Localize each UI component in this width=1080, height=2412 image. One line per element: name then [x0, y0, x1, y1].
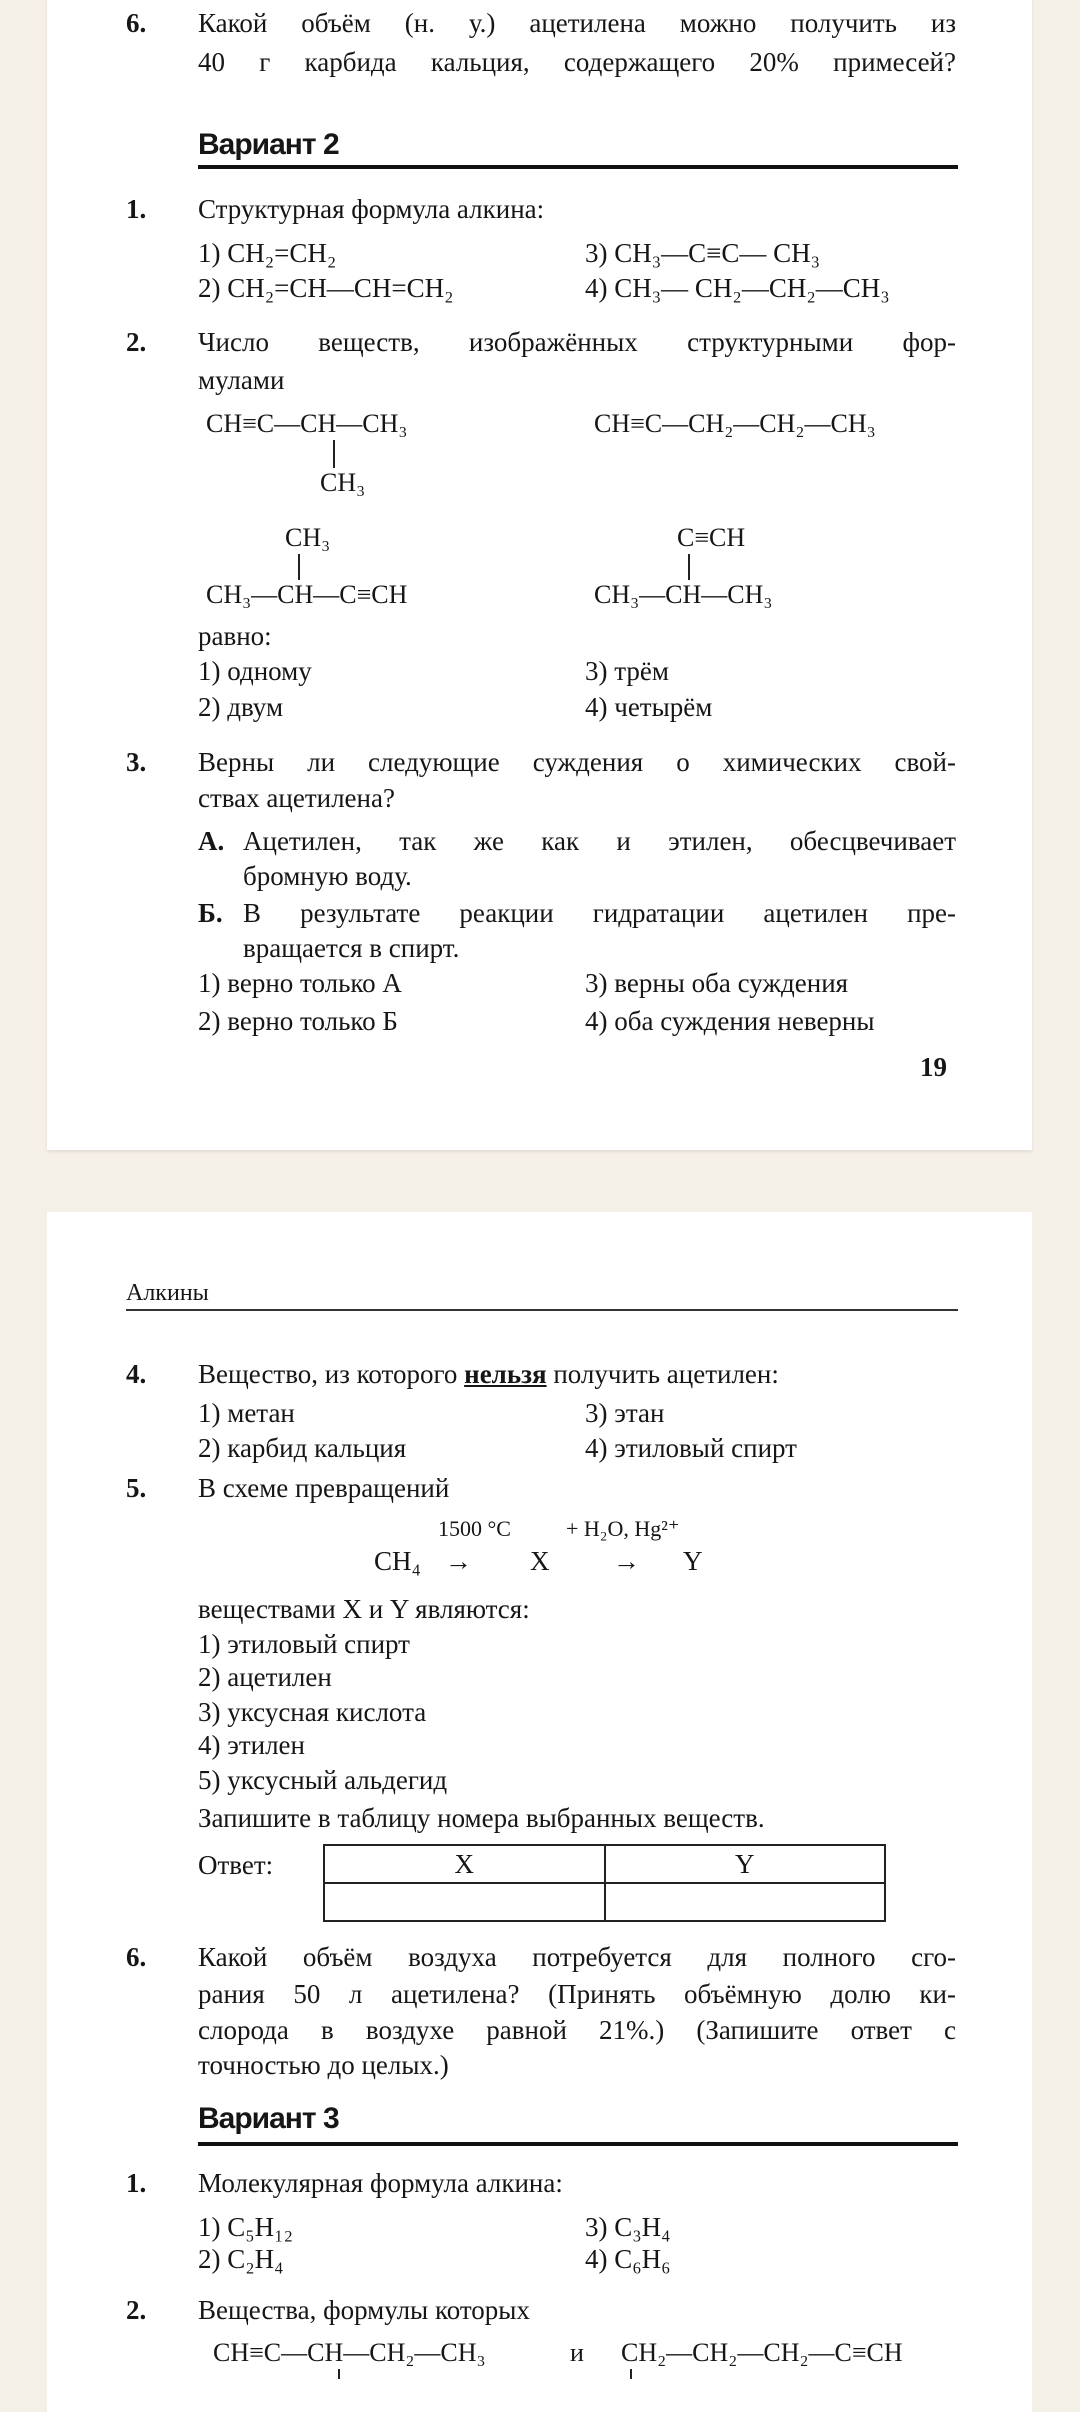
answer-option: 4) этиловый спирт	[585, 1433, 797, 1463]
arrow-icon: →	[445, 1546, 472, 1576]
answer-option: 3) верны оба суждения	[585, 968, 849, 998]
question-text	[198, 1357, 779, 1391]
structural-formula-2: CH≡C—CH₂—CH₂—CH₃	[594, 409, 876, 438]
statement-b: В результате реакции гидратации ацетилен пре-	[243, 898, 956, 928]
answer-option: 4) четырём	[585, 692, 713, 722]
emphasis: нельзя	[464, 1359, 547, 1389]
bond-line	[688, 554, 690, 580]
statement-a: бромную воду.	[243, 861, 412, 891]
question-number: 6.	[126, 1942, 147, 1972]
heading-rule	[198, 165, 958, 169]
question-number: 5.	[126, 1473, 147, 1503]
statement-a: Ацетилен, так же как и этилен, обесцвечивает	[243, 826, 956, 856]
bond-line	[333, 440, 335, 468]
running-header: Алкины	[126, 1280, 209, 1306]
question-text: Вещества, формулы которых	[198, 2295, 530, 2325]
answer-option: 1) C₅H₁₂	[198, 2212, 293, 2242]
scheme-x: X	[530, 1546, 550, 1576]
page-number: 19	[920, 1052, 947, 1082]
bond-line	[630, 2369, 632, 2379]
answer-option: 2) карбид кальция	[198, 1433, 407, 1463]
answer-option: 4) этилен	[198, 1730, 305, 1760]
question-number: 2.	[126, 327, 147, 357]
answer-option: 2) двум	[198, 692, 284, 722]
question-number: 1.	[126, 194, 147, 224]
statement-b: вращается в спирт.	[243, 933, 460, 963]
structural-formula-3: CH₃—CH—C≡CH	[206, 580, 408, 609]
question-text: Структурная формула алкина:	[198, 194, 545, 224]
question-text: мулами	[198, 365, 285, 395]
answer-option: 3) трём	[585, 656, 669, 686]
question-text: точностью до целых.)	[198, 2050, 449, 2080]
question-text: Число веществ, изображённых структурными фор-	[198, 327, 956, 357]
variant-heading: Вариант 2	[198, 128, 339, 161]
structural-formula-a: CH≡C—CH—CH₂—CH₃	[213, 2338, 486, 2367]
question-number: 1.	[126, 2168, 147, 2198]
answer-option: 4) CH₃— CH₂—CH₂—CH₃	[585, 273, 890, 303]
bond-line	[298, 554, 300, 580]
answer-cell-y[interactable]	[605, 1883, 886, 1921]
header-rule	[126, 1309, 958, 1311]
heading-rule	[198, 2142, 958, 2146]
question-number: 2.	[126, 2295, 147, 2325]
structural-formula-1-branch: CH₃	[320, 468, 366, 497]
question-text: 40 г карбида кальция, содержащего 20% примесей?	[198, 47, 956, 77]
structural-formula-1: CH≡C—CH—CH₃	[206, 409, 408, 438]
instruction-text: Запишите в таблицу номера выбранных веществ.	[198, 1803, 765, 1833]
textbook-page-19	[47, 0, 1032, 1150]
answer-option: 1) одному	[198, 656, 312, 686]
answer-option: 1) верно только А	[198, 968, 402, 998]
answer-option: 3) C₃H₄	[585, 2212, 671, 2242]
text: получить ацетилен:	[546, 1359, 779, 1389]
answer-option: 4) C₆H₆	[585, 2244, 671, 2274]
structural-formula-4: CH₃—CH—CH₃	[594, 580, 773, 609]
question-text: равно:	[198, 621, 272, 651]
answer-option: 3) уксусная кислота	[198, 1697, 427, 1727]
answer-header-y: Y	[605, 1845, 886, 1883]
answer-option: 2) верно только Б	[198, 1006, 398, 1036]
question-text: Верны ли следующие суждения о химических свой-	[198, 747, 956, 777]
arrow-icon: →	[613, 1546, 640, 1576]
question-text: В схеме превращений	[198, 1473, 450, 1503]
conjunction: и	[570, 2338, 584, 2367]
text: Вещество, из которого	[198, 1359, 465, 1389]
answer-option: 5) уксусный альдегид	[198, 1765, 448, 1795]
answer-option: 1) CH₂=CH₂	[198, 238, 337, 268]
answer-table	[323, 1844, 886, 1922]
structural-formula-b: CH₂—CH₂—CH₂—C≡CH	[621, 2338, 903, 2367]
reaction-condition-2: + H₂O, Hg²⁺	[566, 1516, 680, 1541]
question-text: Какой объём (н. у.) ацетилена можно получить из	[198, 8, 956, 38]
question-text: Какой объём воздуха потребуется для полного сго-	[198, 1942, 956, 1972]
answer-option: 2) ацетилен	[198, 1662, 332, 1692]
answer-option: 3) этан	[585, 1398, 665, 1428]
answer-option: 2) C₂H₄	[198, 2244, 284, 2274]
variant-heading: Вариант 3	[198, 2102, 339, 2135]
answer-label: Ответ:	[198, 1850, 274, 1880]
question-text: веществами X и Y являются:	[198, 1594, 530, 1624]
structural-formula-4-branch: C≡CH	[677, 523, 746, 552]
scheme-start: CH₄	[374, 1546, 421, 1576]
question-text: Молекулярная формула алкина:	[198, 2168, 563, 2198]
statement-label-a: А.	[198, 826, 225, 856]
answer-option: 2) CH₂=CH—CH=CH₂	[198, 273, 454, 303]
question-text: ствах ацетилена?	[198, 783, 395, 813]
answer-option: 1) метан	[198, 1398, 295, 1428]
scheme-y: Y	[683, 1546, 703, 1576]
question-number: 4.	[126, 1359, 147, 1389]
question-text: слорода в воздухе равной 21%.) (Запишите ответ с	[198, 2015, 956, 2045]
reaction-condition-1: 1500 °C	[438, 1516, 511, 1541]
answer-cell-x[interactable]	[324, 1883, 605, 1921]
answer-option: 3) CH₃—C≡C— CH₃	[585, 238, 821, 268]
answer-header-x: X	[324, 1845, 605, 1883]
answer-option: 1) этиловый спирт	[198, 1629, 410, 1659]
answer-option: 4) оба суждения неверны	[585, 1006, 875, 1036]
statement-label-b: Б.	[198, 898, 223, 928]
bond-line	[338, 2369, 340, 2379]
question-number: 3.	[126, 747, 147, 777]
question-text: рания 50 л ацетилена? (Принять объёмную долю ки-	[198, 1979, 956, 2009]
structural-formula-3-branch: CH₃	[285, 523, 331, 552]
question-number: 6.	[126, 8, 147, 38]
